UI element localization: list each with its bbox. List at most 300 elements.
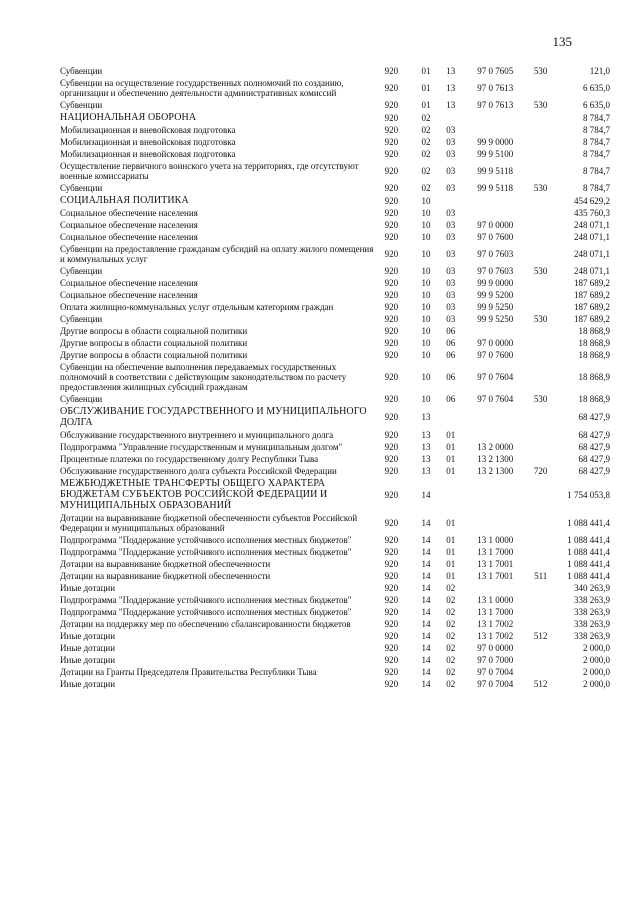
row-section-code: 14: [421, 489, 431, 500]
row-expense-type-code: [527, 301, 554, 313]
table-row: [60, 642, 610, 654]
row-amount: 1 088 441,4: [567, 535, 610, 545]
row-expense-type-code: 512: [533, 679, 548, 689]
row-grbs-code: 920: [384, 442, 399, 452]
page-number: 135: [552, 34, 572, 49]
row-target-article-code: 13 1 0000: [477, 595, 514, 605]
row-name: ОБСЛУЖИВАНИЕ ГОСУДАРСТВЕННОГО И МУНИЦИПАЛЬНОГО ДОЛГА: [60, 406, 367, 428]
row-amount: 435 760,3: [574, 208, 610, 218]
row-subsection-code: 03: [446, 278, 456, 288]
row-target-article-code: 99 9 5118: [477, 166, 514, 176]
table-row: [60, 182, 610, 194]
table-row: [60, 429, 610, 441]
row-grbs-code: 920: [384, 302, 399, 312]
row-amount: 8 784,7: [583, 125, 610, 135]
row-expense-type-code: [527, 558, 554, 570]
row-grbs-code: 920: [384, 631, 399, 641]
row-name: Субвенции: [60, 100, 103, 110]
row-name: Социальное обеспечение населения: [60, 220, 198, 230]
row-expense-type-code: [527, 124, 554, 136]
row-section-code: 01: [421, 100, 431, 110]
table-row: [60, 618, 610, 630]
row-amount: 248 071,1: [574, 249, 610, 259]
row-section-code: 13: [421, 466, 431, 476]
row-target-article-code: 97 0 7000: [477, 655, 514, 665]
table-row: [60, 570, 610, 582]
row-subsection-code: 06: [446, 372, 456, 382]
row-expense-type-code: [527, 429, 554, 441]
row-name: Субвенции: [60, 314, 103, 324]
row-grbs-code: 920: [384, 112, 399, 123]
row-amount: 248 071,1: [574, 232, 610, 242]
row-target-article-code: 97 0 7004: [477, 667, 514, 677]
row-grbs-code: 920: [384, 220, 399, 230]
row-section-code: 10: [421, 278, 431, 288]
row-amount: 248 071,1: [574, 266, 610, 276]
budget-table: [60, 65, 610, 690]
row-expense-type-code: 530: [533, 394, 548, 404]
row-section-code: 10: [421, 326, 431, 336]
row-amount: 187 689,2: [574, 278, 610, 288]
row-grbs-code: 920: [384, 232, 399, 242]
row-section-code: 02: [421, 183, 431, 193]
row-grbs-code: 920: [384, 166, 399, 176]
row-amount: 68 427,9: [578, 454, 610, 464]
row-target-article-code: 13 2 1300: [477, 454, 514, 464]
row-section-code: 10: [421, 350, 431, 360]
row-grbs-code: 920: [384, 278, 399, 288]
row-section-code: 10: [421, 372, 431, 382]
row-subsection-code: 01: [446, 571, 456, 581]
table-row: [60, 441, 610, 453]
row-name: Дотации на выравнивание бюджетной обеспеченности: [60, 571, 271, 581]
table-row: [60, 678, 610, 690]
row-target-article-code: 97 0 7605: [477, 66, 514, 76]
table-row: [60, 349, 610, 361]
row-grbs-code: 920: [384, 208, 399, 218]
row-subsection-code: 01: [446, 466, 456, 476]
row-expense-type-code: [527, 337, 554, 349]
row-grbs-code: 920: [384, 249, 399, 259]
row-expense-type-code: 530: [533, 100, 548, 110]
row-subsection-code: 01: [446, 559, 456, 569]
row-grbs-code: 920: [384, 518, 399, 528]
row-amount: 1 088 441,4: [567, 518, 610, 528]
row-section-code: 14: [421, 535, 431, 545]
row-grbs-code: 920: [384, 290, 399, 300]
row-name: Субвенции: [60, 266, 103, 276]
row-section-code: 14: [421, 571, 431, 581]
row-name: Иные дотации: [60, 583, 116, 593]
row-section-code: 14: [421, 619, 431, 629]
row-expense-type-code: [527, 277, 554, 289]
table-row-section: [60, 111, 610, 124]
row-name: Подпрограмма "Управление государственным и муниципальным долгом": [60, 442, 343, 452]
row-grbs-code: 920: [384, 183, 399, 193]
table-row: [60, 265, 610, 277]
row-subsection-code: 03: [446, 302, 456, 312]
row-name: Другие вопросы в области социальной политики: [60, 326, 248, 336]
row-amount: 8 784,7: [583, 149, 610, 159]
row-grbs-code: 920: [384, 66, 399, 76]
row-subsection-code: 03: [446, 220, 456, 230]
row-expense-type-code: [527, 582, 554, 594]
row-amount: 187 689,2: [574, 302, 610, 312]
row-target-article-code: [463, 429, 527, 441]
row-section-code: 14: [421, 667, 431, 677]
row-target-article-code: 99 9 5250: [477, 314, 514, 324]
table-row: [60, 558, 610, 570]
row-grbs-code: 920: [384, 466, 399, 476]
row-target-article-code: 99 9 0000: [477, 278, 514, 288]
table-row: [60, 136, 610, 148]
row-subsection-code: 03: [446, 137, 456, 147]
row-subsection-code: 01: [446, 442, 456, 452]
row-subsection-code: 03: [446, 314, 456, 324]
row-section-code: 14: [421, 655, 431, 665]
row-grbs-code: 920: [384, 394, 399, 404]
row-target-article-code: 13 1 7000: [477, 547, 514, 557]
row-section-code: 02: [421, 166, 431, 176]
row-expense-type-code: [527, 594, 554, 606]
row-name: Другие вопросы в области социальной политики: [60, 338, 248, 348]
row-amount: 18 868,9: [578, 338, 610, 348]
row-target-article-code: 97 0 7613: [477, 83, 514, 93]
row-expense-type-code: [527, 194, 554, 207]
row-section-code: 14: [421, 631, 431, 641]
row-section-code: 10: [421, 220, 431, 230]
row-name: Обслуживание государственного долга субъекта Российской Федерации: [60, 466, 337, 476]
row-grbs-code: 920: [384, 559, 399, 569]
row-amount: 338 263,9: [574, 631, 610, 641]
row-target-article-code: 99 9 5118: [477, 183, 514, 193]
row-name: Субвенции: [60, 183, 103, 193]
row-section-code: 10: [421, 290, 431, 300]
row-grbs-code: 920: [384, 137, 399, 147]
row-section-code: 10: [421, 314, 431, 324]
table-row: [60, 337, 610, 349]
row-subsection-code: 06: [446, 350, 456, 360]
row-amount: 8 784,7: [583, 166, 610, 176]
row-target-article-code: 99 9 0000: [477, 137, 514, 147]
row-expense-type-code: 530: [533, 66, 548, 76]
row-grbs-code: 920: [384, 100, 399, 110]
table-row: [60, 361, 610, 393]
row-name: Субвенции на обеспечение выполнения передаваемых государственных полномочий в соответствии с действующим законодательством по расчету предоставления жилищных субсидий гражданам: [60, 362, 347, 392]
row-expense-type-code: 530: [533, 314, 548, 324]
row-expense-type-code: [527, 534, 554, 546]
row-grbs-code: 920: [384, 372, 399, 382]
row-target-article-code: [463, 512, 527, 534]
row-subsection-code: 02: [446, 583, 456, 593]
row-name: Подпрограмма "Поддержание устойчивого исполнения местных бюджетов": [60, 535, 352, 545]
row-expense-type-code: [527, 453, 554, 465]
row-grbs-code: 920: [384, 266, 399, 276]
row-target-article-code: 13 1 0000: [477, 535, 514, 545]
table-row: [60, 77, 610, 99]
row-target-article-code: [463, 405, 527, 429]
row-amount: 187 689,2: [574, 314, 610, 324]
row-expense-type-code: [527, 405, 554, 429]
row-expense-type-code: [527, 207, 554, 219]
row-grbs-code: 920: [384, 655, 399, 665]
row-name: Социальное обеспечение населения: [60, 232, 198, 242]
row-expense-type-code: [527, 77, 554, 99]
table-row: [60, 219, 610, 231]
row-name: Другие вопросы в области социальной политики: [60, 350, 248, 360]
row-subsection-code: 02: [446, 667, 456, 677]
row-section-code: 10: [421, 195, 431, 206]
row-subsection-code: 01: [446, 454, 456, 464]
row-subsection-code: 02: [446, 607, 456, 617]
table-row: [60, 393, 610, 405]
row-subsection-code: 01: [446, 535, 456, 545]
row-name: Социальное обеспечение населения: [60, 290, 198, 300]
row-grbs-code: 920: [384, 547, 399, 557]
row-amount: 338 263,9: [574, 607, 610, 617]
row-subsection-code: 01: [446, 547, 456, 557]
row-name: Обслуживание государственного внутреннего и муниципального долга: [60, 430, 334, 440]
row-target-article-code: 97 0 7603: [477, 249, 514, 259]
table-row: [60, 582, 610, 594]
row-grbs-code: 920: [384, 595, 399, 605]
row-name: МЕЖБЮДЖЕТНЫЕ ТРАНСФЕРТЫ ОБЩЕГО ХАРАКТЕРА БЮДЖЕТАМ СУБЪЕКТОВ РОССИЙСКОЙ ФЕДЕРАЦИИ И МУНИЦИПАЛЬНЫХ ОБРАЗОВАНИЙ: [60, 478, 328, 511]
row-amount: 2 000,0: [583, 667, 610, 677]
row-grbs-code: 920: [384, 338, 399, 348]
table-row-section: [60, 194, 610, 207]
row-section-code: 13: [421, 412, 431, 422]
row-section-code: 14: [421, 583, 431, 593]
row-amount: 454 629,2: [574, 195, 610, 206]
row-subsection-code: [438, 194, 463, 207]
row-section-code: 14: [421, 679, 431, 689]
row-target-article-code: 97 0 0000: [477, 220, 514, 230]
row-expense-type-code: [527, 160, 554, 182]
row-name: Субвенции на предоставление гражданам субсидий на оплату жилого помещения и коммунальных услуг: [60, 244, 374, 264]
row-grbs-code: 920: [384, 149, 399, 159]
row-expense-type-code: [527, 618, 554, 630]
row-grbs-code: 920: [384, 454, 399, 464]
row-target-article-code: 97 0 0000: [477, 643, 514, 653]
row-target-article-code: 97 0 0000: [477, 338, 514, 348]
row-subsection-code: 03: [446, 166, 456, 176]
row-subsection-code: 02: [446, 619, 456, 629]
table-row: [60, 594, 610, 606]
row-amount: 187 689,2: [574, 290, 610, 300]
row-subsection-code: 03: [446, 208, 456, 218]
table-row: [60, 453, 610, 465]
row-amount: 68 427,9: [578, 466, 610, 476]
row-grbs-code: 920: [384, 643, 399, 653]
row-subsection-code: 03: [446, 183, 456, 193]
row-target-article-code: [463, 111, 527, 124]
row-target-article-code: 99 9 5200: [477, 290, 514, 300]
row-amount: 18 868,9: [578, 350, 610, 360]
row-expense-type-code: [527, 219, 554, 231]
row-section-code: 13: [421, 442, 431, 452]
row-amount: 18 868,9: [578, 326, 610, 336]
row-name: Субвенции: [60, 394, 103, 404]
row-target-article-code: 97 0 7604: [477, 372, 514, 382]
row-expense-type-code: [527, 666, 554, 678]
row-subsection-code: 03: [446, 266, 456, 276]
row-grbs-code: 920: [384, 430, 399, 440]
row-amount: 2 000,0: [583, 655, 610, 665]
row-subsection-code: [438, 405, 463, 429]
row-target-article-code: 97 0 7600: [477, 350, 514, 360]
row-target-article-code: 13 1 7001: [477, 559, 514, 569]
row-target-article-code: 13 2 0000: [477, 442, 514, 452]
row-section-code: 10: [421, 302, 431, 312]
row-section-code: 10: [421, 249, 431, 259]
row-grbs-code: 920: [384, 195, 399, 206]
table-row: [60, 630, 610, 642]
row-section-code: 14: [421, 643, 431, 653]
row-expense-type-code: [527, 546, 554, 558]
table-row: [60, 301, 610, 313]
row-section-code: 10: [421, 232, 431, 242]
row-section-code: 01: [421, 83, 431, 93]
row-target-article-code: 13 1 7002: [477, 631, 514, 641]
row-grbs-code: 920: [384, 619, 399, 629]
row-target-article-code: 97 0 7604: [477, 394, 514, 404]
row-name: СОЦИАЛЬНАЯ ПОЛИТИКА: [60, 195, 189, 206]
row-amount: 340 263,9: [574, 583, 610, 593]
row-grbs-code: 920: [384, 679, 399, 689]
row-amount: 338 263,9: [574, 595, 610, 605]
budget-table-body: [60, 65, 610, 690]
row-name: Дотации на выравнивание бюджетной обеспеченности субъектов Российской Федерации и муниципальных образований: [60, 513, 358, 533]
row-section-code: 10: [421, 266, 431, 276]
row-amount: 8 784,7: [583, 112, 610, 123]
row-expense-type-code: [527, 512, 554, 534]
table-row: [60, 313, 610, 325]
row-expense-type-code: [527, 289, 554, 301]
row-expense-type-code: [527, 642, 554, 654]
row-subsection-code: 03: [446, 290, 456, 300]
row-expense-type-code: [527, 349, 554, 361]
row-name: Субвенции: [60, 66, 103, 76]
row-grbs-code: 920: [384, 314, 399, 324]
row-expense-type-code: [527, 111, 554, 124]
row-target-article-code: [463, 582, 527, 594]
row-name: Социальное обеспечение населения: [60, 278, 198, 288]
row-expense-type-code: 530: [533, 183, 548, 193]
row-amount: 248 071,1: [574, 220, 610, 230]
row-name: Оплата жилищно-коммунальных услуг отдельным категориям граждан: [60, 302, 334, 312]
row-amount: 1 088 441,4: [567, 571, 610, 581]
row-grbs-code: 920: [384, 350, 399, 360]
row-amount: 68 427,9: [578, 442, 610, 452]
row-target-article-code: 13 1 7000: [477, 607, 514, 617]
row-name: Иные дотации: [60, 643, 116, 653]
table-row: [60, 231, 610, 243]
row-amount: 1 088 441,4: [567, 559, 610, 569]
table-row: [60, 512, 610, 534]
row-section-code: 01: [421, 66, 431, 76]
row-target-article-code: 13 2 1300: [477, 466, 514, 476]
row-expense-type-code: [527, 325, 554, 337]
table-row: [60, 124, 610, 136]
row-section-code: 14: [421, 518, 431, 528]
row-section-code: 14: [421, 595, 431, 605]
row-section-code: 14: [421, 559, 431, 569]
row-expense-type-code: [527, 136, 554, 148]
row-subsection-code: 03: [446, 249, 456, 259]
row-name: Субвенции на осуществление государственных полномочий по созданию, организации и обеспечению деятельности административных комиссий: [60, 78, 344, 98]
table-row: [60, 160, 610, 182]
row-subsection-code: 03: [446, 125, 456, 135]
row-subsection-code: 03: [446, 232, 456, 242]
row-subsection-code: 02: [446, 631, 456, 641]
row-name: Мобилизационная и вневойсковая подготовка: [60, 149, 236, 159]
table-row: [60, 243, 610, 265]
row-subsection-code: 13: [446, 66, 456, 76]
row-section-code: 02: [421, 137, 431, 147]
row-name: Осуществление первичного воинского учета на территориях, где отсутствуют военные комиссариаты: [60, 161, 359, 181]
row-name: Дотации на Гранты Председателя Правительства Республики Тыва: [60, 667, 317, 677]
row-amount: 6 635,0: [583, 100, 610, 110]
row-subsection-code: 06: [446, 338, 456, 348]
row-amount: 6 635,0: [583, 83, 610, 93]
row-name: Дотации на поддержку мер по обеспечению сбалансированности бюджетов: [60, 619, 351, 629]
table-row: [60, 465, 610, 477]
row-amount: 68 427,9: [578, 412, 610, 422]
table-row: [60, 277, 610, 289]
row-target-article-code: 13 1 7002: [477, 619, 514, 629]
table-row: [60, 289, 610, 301]
row-amount: 2 000,0: [583, 679, 610, 689]
row-expense-type-code: [527, 361, 554, 393]
row-amount: 1 754 053,8: [567, 489, 610, 500]
row-subsection-code: [438, 111, 463, 124]
row-subsection-code: 03: [446, 149, 456, 159]
row-name: Дотации на выравнивание бюджетной обеспеченности: [60, 559, 271, 569]
row-expense-type-code: [527, 243, 554, 265]
row-grbs-code: 920: [384, 607, 399, 617]
row-name: Подпрограмма "Поддержание устойчивого исполнения местных бюджетов": [60, 595, 352, 605]
table-row-section: [60, 405, 610, 429]
row-amount: 1 088 441,4: [567, 547, 610, 557]
table-row: [60, 666, 610, 678]
row-target-article-code: 13 1 7001: [477, 571, 514, 581]
row-section-code: 10: [421, 338, 431, 348]
row-target-article-code: [463, 124, 527, 136]
row-expense-type-code: [527, 441, 554, 453]
row-subsection-code: 01: [446, 518, 456, 528]
row-target-article-code: 97 0 7603: [477, 266, 514, 276]
row-expense-type-code: 511: [534, 571, 548, 581]
row-target-article-code: [463, 325, 527, 337]
row-target-article-code: 99 9 5100: [477, 149, 514, 159]
row-amount: 338 263,9: [574, 619, 610, 629]
row-expense-type-code: 530: [533, 266, 548, 276]
row-subsection-code: 02: [446, 595, 456, 605]
table-row: [60, 65, 610, 77]
row-section-code: 13: [421, 430, 431, 440]
row-name: Подпрограмма "Поддержание устойчивого исполнения местных бюджетов": [60, 607, 352, 617]
row-section-code: 02: [421, 112, 431, 123]
table-row: [60, 99, 610, 111]
row-amount: 68 427,9: [578, 430, 610, 440]
row-section-code: 02: [421, 149, 431, 159]
row-amount: 121,0: [589, 66, 610, 76]
row-amount: 18 868,9: [578, 394, 610, 404]
table-row: [60, 546, 610, 558]
table-row: [60, 325, 610, 337]
table-row: [60, 654, 610, 666]
row-subsection-code: [438, 477, 463, 512]
